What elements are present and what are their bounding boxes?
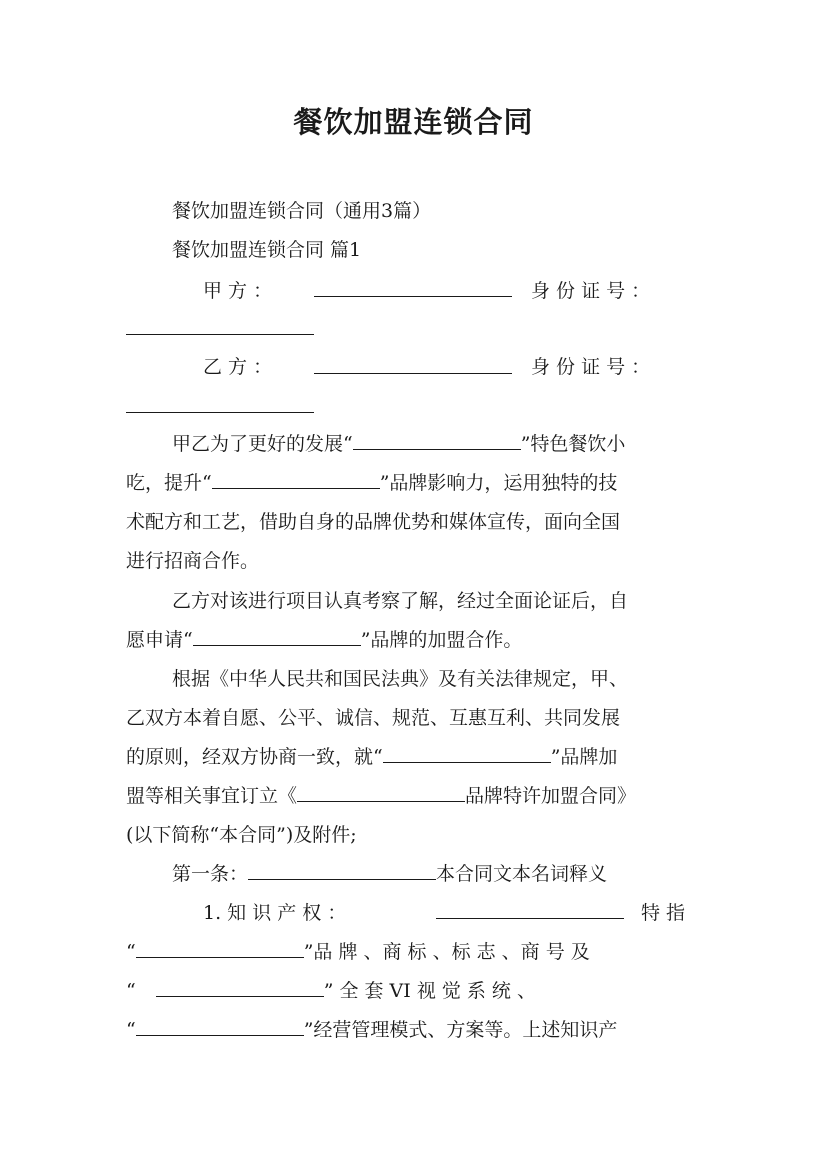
- party-a-blank: [314, 296, 512, 297]
- para1-line1: 甲乙为了更好的发展“ ”特色餐饮小: [172, 430, 625, 458]
- item1-line1-tail: 特 指: [641, 902, 686, 924]
- item1-line1-blank: [436, 918, 624, 919]
- item1-line4: “ ”经营管理模式、方案等。上述知识产: [126, 1016, 617, 1044]
- item1-line1-label: 1. 知 识 产 权 ：: [203, 902, 347, 924]
- party-a-id-label: 身 份 证 号 ：: [531, 280, 651, 302]
- party-a-id-blank: [126, 334, 314, 335]
- para2-line1: 乙方对该进行项目认真考察了解，经过全面论证后，自: [172, 590, 629, 612]
- para3-line2: 乙双方本着自愿、公平、诚信、规范、互惠互利、共同发展: [126, 707, 621, 729]
- para2-line2: 愿申请“ ”品牌的加盟合作。: [126, 626, 522, 654]
- party-b-blank: [314, 373, 512, 374]
- para3-line5: (以下简称“本合同”)及附件;: [126, 824, 357, 846]
- party-a-label: 甲 方 ：: [203, 280, 273, 302]
- para1-line3: 术配方和工艺，借助自身的品牌优势和媒体宣传，面向全国: [126, 511, 621, 533]
- item1-line2: “ ”品 牌 、商 标 、标 志 、商 号 及: [126, 938, 590, 966]
- document-subtitle: 餐饮加盟连锁合同（通用3篇）: [172, 200, 432, 222]
- document-title: 餐饮加盟连锁合同: [293, 105, 534, 139]
- para3-line4: 盟等相关事宜订立《 品牌特许加盟合同》: [126, 782, 636, 810]
- section-heading: 餐饮加盟连锁合同 篇1: [172, 239, 362, 261]
- party-b-id-blank: [126, 412, 314, 413]
- para3-line1: 根据《中华人民共和国民法典》及有关法律规定，甲、: [172, 668, 629, 690]
- article1-heading: 第一条： 本合同文本名词释义: [172, 860, 607, 888]
- party-b-id-label: 身 份 证 号 ：: [531, 356, 651, 378]
- party-b-label: 乙 方 ：: [203, 356, 273, 378]
- para3-line3: 的原则，经双方协商一致，就“ ”品牌加: [126, 743, 617, 771]
- para1-line2: 吃，提升“ ”品牌影响力，运用独特的技: [126, 469, 617, 497]
- item1-line3: “ ” 全 套 VI 视 觉 系 统 、: [126, 977, 536, 1005]
- para1-line4: 进行招商合作。: [126, 550, 260, 572]
